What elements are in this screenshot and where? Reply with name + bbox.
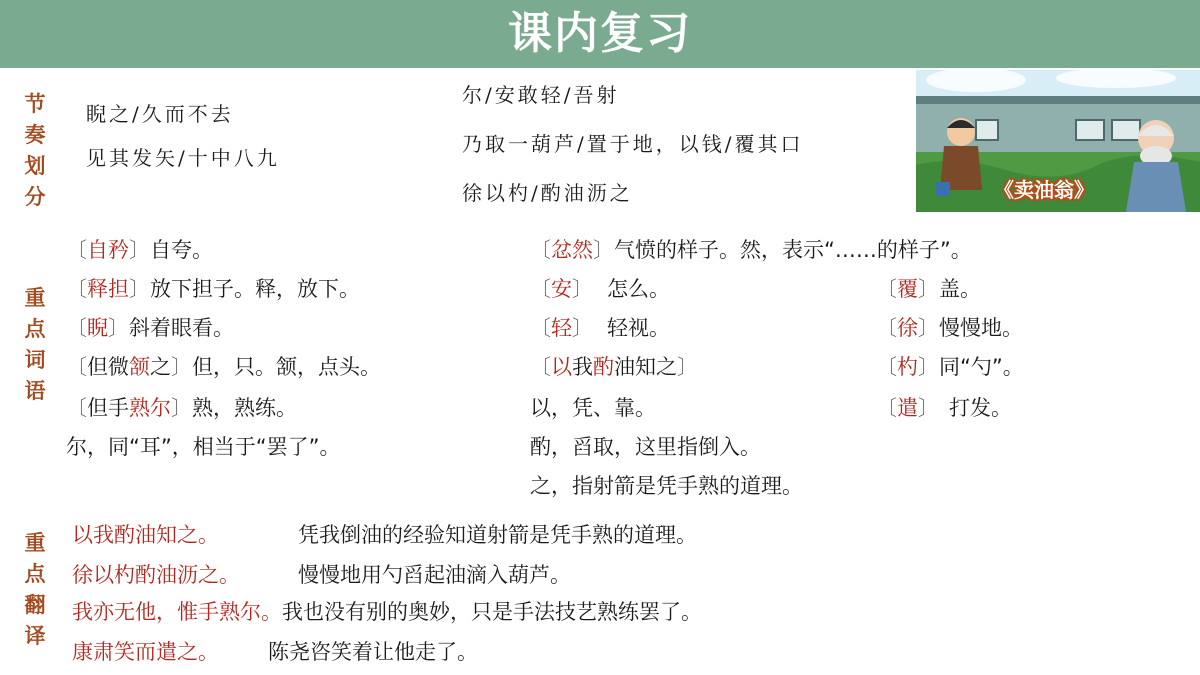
vocab-term-context: 之 [150, 355, 171, 379]
vocab-item: 〔但手熟尔〕熟，熟练。 [66, 396, 297, 420]
vocab-term: 徐 [897, 316, 918, 340]
vocab-item: 〔徐〕慢慢地。 [876, 316, 1023, 340]
translation-target: 凭我倒油的经验知道射箭是凭手熟的道理。 [298, 523, 697, 547]
rhythm-line: 见其发矢/十中八九 [86, 146, 280, 170]
rhythm-line: 徐以杓/酌油沥之 [462, 181, 633, 205]
vocab-item: 〔睨〕斜着眼看。 [66, 316, 234, 340]
vocab-term-context: 但微 [87, 355, 129, 379]
translation-row [72, 560, 571, 590]
vocab-item: 〔忿然〕气愤的样子。然，表示“……的样子”。 [530, 238, 972, 262]
vocab-definition: 斜着眼看。 [129, 316, 234, 340]
vocab-term: 忿然 [551, 238, 593, 262]
vocab-term-context: 我 [572, 355, 593, 379]
vocab-definition: 熟，熟练。 [192, 396, 297, 420]
side-label-key-translation: 重点翻译 [24, 530, 46, 648]
vocab-note: 尔，同“耳”，相当于“罢了”。 [66, 435, 341, 459]
vocab-term: 遣 [897, 396, 918, 420]
vocab-term: 酌 [593, 355, 614, 379]
page-title: 课内复习 [508, 8, 692, 59]
vocab-term: 覆 [897, 277, 918, 301]
vocab-term-context: 但手 [87, 396, 129, 420]
vocab-term: 自矜 [87, 238, 129, 262]
vocab-definition: 慢慢地。 [939, 316, 1023, 340]
vocab-term: 颔 [129, 355, 150, 379]
vocab-definition: 打发。 [949, 396, 1012, 420]
vocab-term: 释担 [87, 277, 129, 301]
vocab-term: 安 [551, 277, 572, 301]
rhythm-line: 乃取一葫芦/置于地，以钱/覆其口 [462, 132, 804, 156]
vocab-note: 酌，舀取，这里指倒入。 [530, 435, 761, 459]
vocab-term: 轻 [551, 316, 572, 340]
translation-source: 徐以杓酌油沥之。 [72, 563, 240, 587]
translation-target: 慢慢地用勺舀起油滴入葫芦。 [298, 563, 571, 587]
vocab-definition: 放下担子。释，放下。 [150, 277, 360, 301]
vocab-definition: 自夸。 [150, 238, 213, 262]
vocab-item: 〔轻〕 轻视。 [530, 316, 670, 340]
vocab-definition: 但，只。颔，点头。 [192, 355, 381, 379]
vocab-item: 〔自矜〕自夸。 [66, 238, 213, 262]
vocab-item: 〔遣〕 打发。 [876, 396, 1012, 420]
story-illustration [916, 70, 1200, 212]
vocab-definition: 气愤的样子。然，表示“……的样子”。 [614, 238, 972, 262]
vocab-item: 〔释担〕放下担子。释，放下。 [66, 277, 360, 301]
vocab-definition: 盖。 [939, 277, 981, 301]
vocab-item: 〔覆〕盖。 [876, 277, 981, 301]
translation-target: 陈尧咨笑着让他走了。 [268, 640, 478, 664]
vocab-term: 以 [551, 355, 572, 379]
vocab-note: 之，指射箭是凭手熟的道理。 [530, 474, 803, 498]
vocab-term: 杓 [897, 355, 918, 379]
vocab-term: 熟尔 [129, 396, 171, 420]
translation-target: 我也没有别的奥妙，只是手法技艺熟练罢了。 [282, 600, 702, 624]
vocab-item: 〔安〕 怎么。 [530, 277, 670, 301]
translation-row [72, 597, 702, 627]
rhythm-line: 尔/安敢轻/吾射 [462, 83, 620, 107]
vocab-definition: 同“勺”。 [939, 355, 1024, 379]
vocab-definition: 轻视。 [607, 316, 670, 340]
vocab-definition: 怎么。 [607, 277, 670, 301]
translation-source: 我亦无他，惟手熟尔。 [72, 600, 282, 624]
vocab-term-context: 油知之 [614, 355, 677, 379]
translation-source: 以我酌油知之。 [72, 523, 219, 547]
vocab-item: 〔但微颔之〕但，只。颔，点头。 [66, 355, 381, 379]
illustration-caption: 《卖油翁》 [994, 178, 1094, 202]
vocab-term: 睨 [87, 316, 108, 340]
rhythm-line: 睨之/久而不去 [86, 102, 234, 126]
translation-row [72, 520, 697, 550]
translation-source: 康肃笑而遣之。 [72, 640, 219, 664]
side-label-key-words: 重点词语 [24, 285, 46, 403]
vocab-item: 〔杓〕同“勺”。 [876, 355, 1024, 379]
side-label-rhythm: 节奏划分 [24, 91, 46, 209]
vocab-note: 以，凭、靠。 [530, 396, 656, 420]
translation-row [72, 637, 478, 667]
vocab-phrase: 〔以我酌油知之〕 [530, 355, 698, 379]
